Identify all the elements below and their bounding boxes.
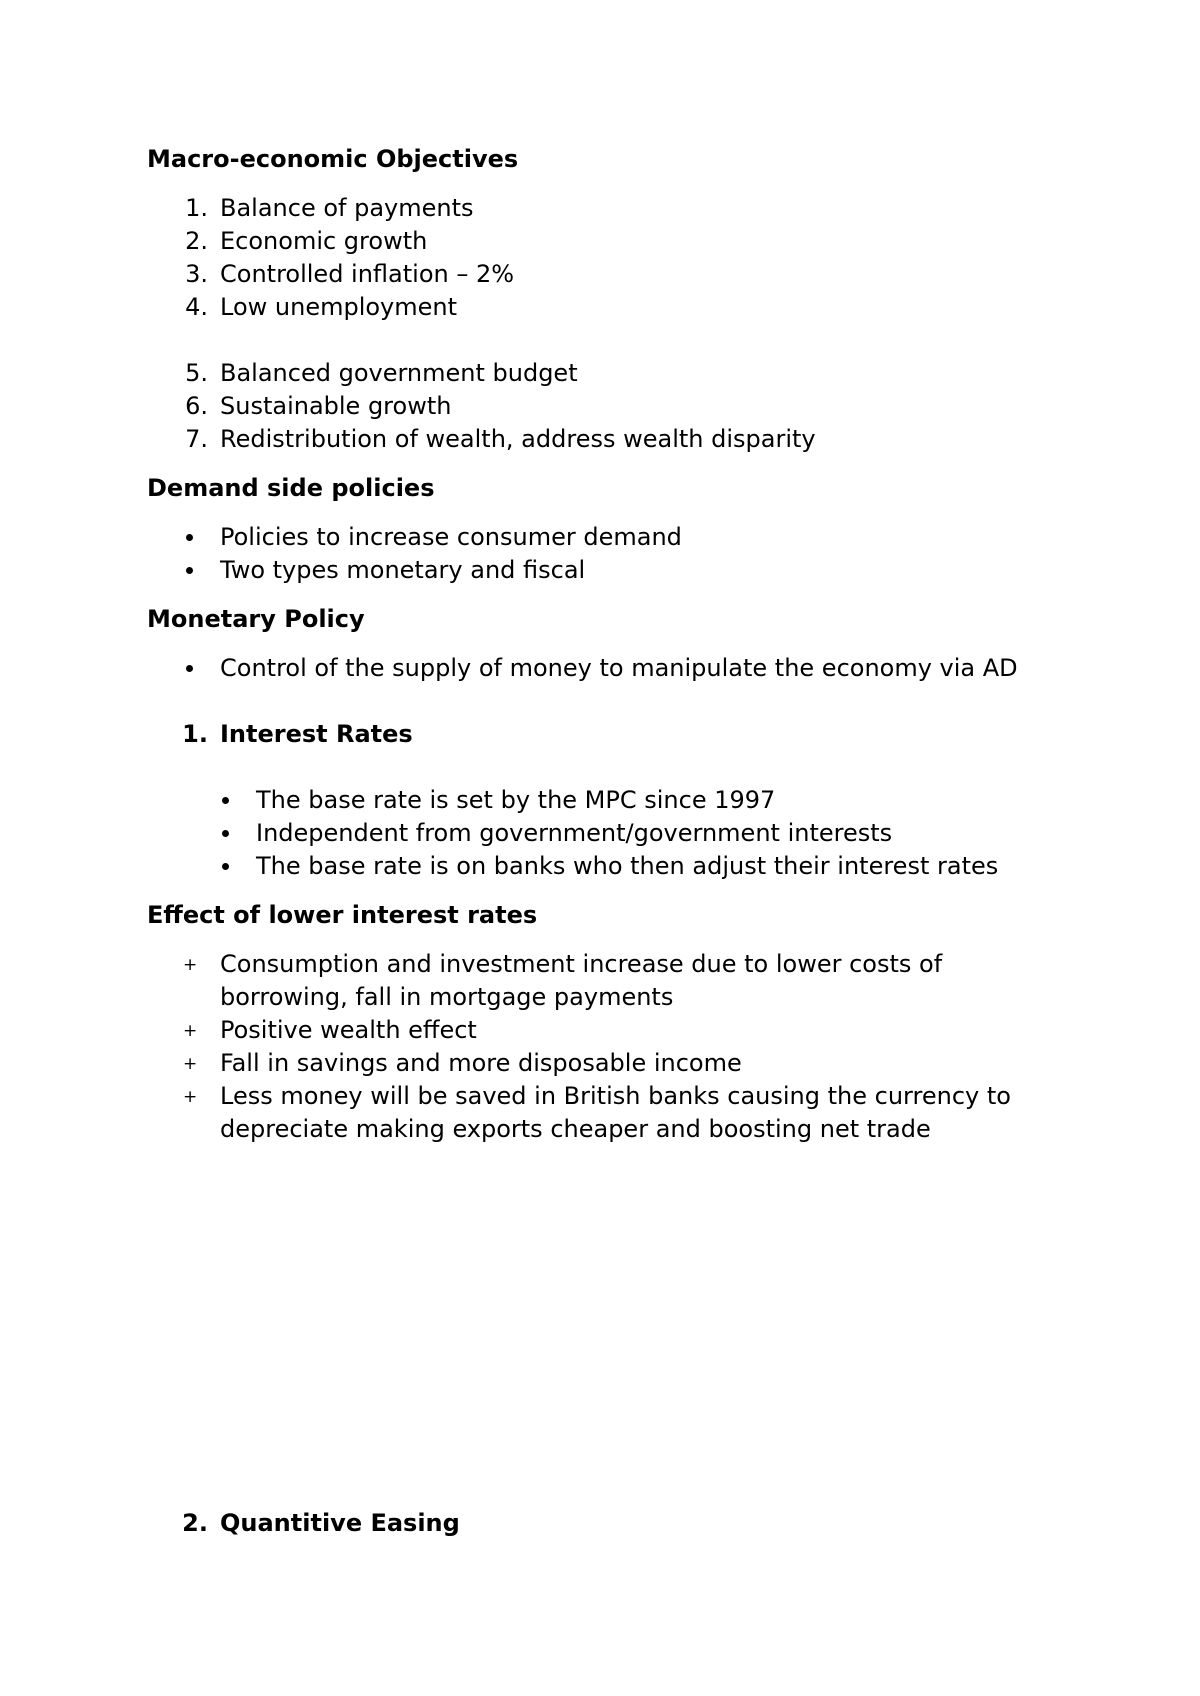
list-text: The base rate is set by the MPC since 1997: [256, 786, 776, 814]
subheading-text: Quantitive Easing: [220, 1509, 460, 1537]
list-text: Policies to increase consumer demand: [220, 523, 682, 551]
list-text-continued: depreciate making exports cheaper and boosting net trade: [220, 1115, 931, 1143]
list-text: Independent from government/government interests: [256, 819, 893, 847]
list-text: Fall in savings and more disposable income: [220, 1049, 742, 1077]
subheading-text: Interest Rates: [220, 720, 413, 748]
list-text: Positive wealth effect: [220, 1016, 477, 1044]
list-number: 3.: [185, 260, 208, 288]
list-text: Sustainable growth: [220, 392, 452, 420]
list-number: 7.: [185, 425, 208, 453]
list-text: Balance of payments: [220, 194, 474, 222]
list-number: 6.: [185, 392, 208, 420]
list-text: Redistribution of wealth, address wealth disparity: [220, 425, 816, 453]
plus-icon: +: [183, 1021, 198, 1041]
bullet-icon: [186, 665, 193, 672]
list-text: Less money will be saved in British banks causing the currency to: [220, 1082, 1011, 1110]
list-number: 2.: [185, 227, 208, 255]
subheading-number: 2.: [182, 1509, 208, 1537]
bullet-icon: [222, 797, 229, 804]
list-text: Economic growth: [220, 227, 428, 255]
plus-icon: +: [183, 955, 198, 975]
heading-effect: Effect of lower interest rates: [147, 901, 538, 929]
list-text-continued: borrowing, fall in mortgage payments: [220, 983, 674, 1011]
plus-icon: +: [183, 1054, 198, 1074]
list-number: 5.: [185, 359, 208, 387]
heading-objectives: Macro-economic Objectives: [147, 145, 519, 173]
plus-icon: +: [183, 1087, 198, 1107]
list-number: 4.: [185, 293, 208, 321]
list-number: 1.: [185, 194, 208, 222]
bullet-icon: [186, 534, 193, 541]
bullet-icon: [186, 567, 193, 574]
subheading-number: 1.: [182, 720, 208, 748]
list-text: Low unemployment: [220, 293, 458, 321]
list-text: Consumption and investment increase due to lower costs of: [220, 950, 943, 978]
list-text: Control of the supply of money to manipulate the economy via AD: [220, 654, 1018, 682]
bullet-icon: [222, 830, 229, 837]
bullet-icon: [222, 863, 229, 870]
list-text: Balanced government budget: [220, 359, 578, 387]
list-text: Controlled inflation – 2%: [220, 260, 515, 288]
heading-demand: Demand side policies: [147, 474, 435, 502]
list-text: The base rate is on banks who then adjust their interest rates: [256, 852, 999, 880]
list-text: Two types monetary and fiscal: [220, 556, 586, 584]
heading-monetary: Monetary Policy: [147, 605, 365, 633]
